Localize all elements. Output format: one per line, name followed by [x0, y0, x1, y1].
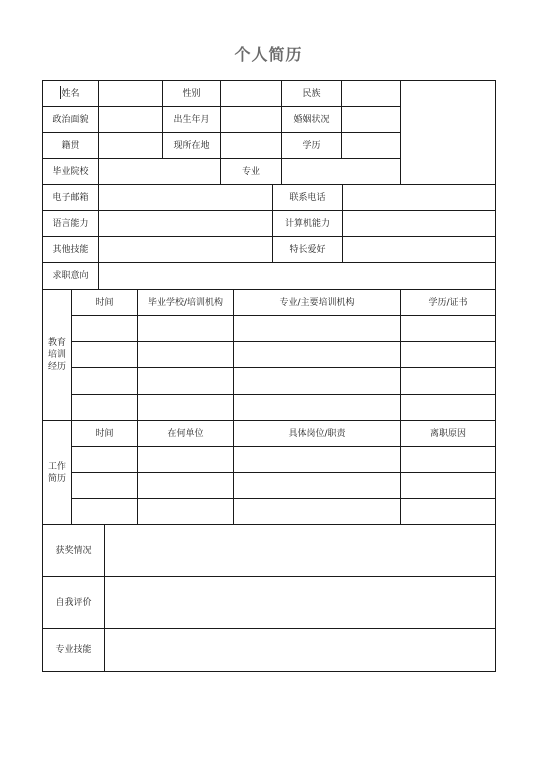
residence-field[interactable]	[220, 132, 282, 159]
work-row-1-time[interactable]	[71, 446, 138, 473]
self-eval-field[interactable]	[104, 576, 496, 629]
edu-row-2-school[interactable]	[137, 341, 234, 368]
email-field[interactable]	[98, 184, 273, 211]
school-field[interactable]	[98, 158, 221, 185]
skills-label: 专业技能	[42, 628, 105, 672]
work-row-1-company[interactable]	[137, 446, 234, 473]
work-header-time: 时间	[71, 420, 138, 447]
name-label: 姓名	[42, 80, 99, 107]
self-eval-label: 自我评价	[42, 576, 105, 629]
school-label: 毕业院校	[42, 158, 99, 185]
edu-row-1-cert[interactable]	[400, 315, 496, 342]
edu-row-3-major[interactable]	[233, 367, 401, 395]
birth-label: 出生年月	[162, 106, 221, 133]
edu-row-1-major[interactable]	[233, 315, 401, 342]
work-row-3-reason[interactable]	[400, 498, 496, 525]
name-field[interactable]	[98, 80, 163, 107]
major-label: 专业	[220, 158, 282, 185]
ethnicity-label: 民族	[281, 80, 342, 107]
email-label: 电子邮箱	[42, 184, 99, 211]
edu-row-4-major[interactable]	[233, 394, 401, 421]
work-header-position: 具体岗位/职责	[233, 420, 401, 447]
major-field[interactable]	[281, 158, 401, 185]
work-row-1-position[interactable]	[233, 446, 401, 473]
edu-row-1-school[interactable]	[137, 315, 234, 342]
phone-field[interactable]	[342, 184, 496, 211]
edu-row-4-school[interactable]	[137, 394, 234, 421]
work-row-3-position[interactable]	[233, 498, 401, 525]
edu-header-major: 专业/主要培训机构	[233, 289, 401, 316]
edu-row-4-cert[interactable]	[400, 394, 496, 421]
education-section-label	[42, 289, 72, 421]
work-header-reason: 离职原因	[400, 420, 496, 447]
other-skills-field[interactable]	[98, 236, 273, 263]
native-field[interactable]	[98, 132, 163, 159]
job-intention-label: 求职意向	[42, 262, 99, 290]
marital-field[interactable]	[341, 106, 401, 133]
degree-label: 学历	[281, 132, 342, 159]
education-section-text: 教育培训经历	[47, 338, 66, 372]
edu-header-school: 毕业学校/培训机构	[137, 289, 234, 316]
edu-row-2-time[interactable]	[71, 341, 138, 368]
awards-field[interactable]	[104, 524, 496, 577]
residence-label: 现所在地	[162, 132, 221, 159]
gender-field[interactable]	[220, 80, 282, 107]
text-cursor	[60, 86, 61, 99]
political-label: 政治面貌	[42, 106, 99, 133]
hobbies-field[interactable]	[342, 236, 496, 263]
gender-label: 性别	[162, 80, 221, 107]
work-row-2-reason[interactable]	[400, 472, 496, 499]
computer-field[interactable]	[342, 210, 496, 237]
hobbies-label: 特长爱好	[272, 236, 343, 263]
edu-row-1-time[interactable]	[71, 315, 138, 342]
awards-label: 获奖情况	[42, 524, 105, 577]
edu-row-2-cert[interactable]	[400, 341, 496, 368]
photo-box[interactable]	[400, 80, 496, 185]
work-header-company: 在何单位	[137, 420, 234, 447]
page-title: 个人简历	[234, 45, 303, 64]
birth-field[interactable]	[220, 106, 282, 133]
native-label: 籍贯	[42, 132, 99, 159]
skills-field[interactable]	[104, 628, 496, 672]
other-skills-label: 其他技能	[42, 236, 99, 263]
work-row-3-company[interactable]	[137, 498, 234, 525]
ethnicity-field[interactable]	[341, 80, 401, 107]
edu-row-3-school[interactable]	[137, 367, 234, 395]
work-section-text: 工作简历	[47, 461, 66, 484]
edu-row-2-major[interactable]	[233, 341, 401, 368]
computer-label: 计算机能力	[272, 210, 343, 237]
work-section-label	[42, 420, 72, 525]
edu-row-3-time[interactable]	[71, 367, 138, 395]
work-row-2-company[interactable]	[137, 472, 234, 499]
work-row-2-position[interactable]	[233, 472, 401, 499]
edu-header-cert: 学历/证书	[400, 289, 496, 316]
work-row-3-time[interactable]	[71, 498, 138, 525]
work-row-1-reason[interactable]	[400, 446, 496, 473]
language-field[interactable]	[98, 210, 273, 237]
degree-field[interactable]	[341, 132, 401, 159]
phone-label: 联系电话	[272, 184, 343, 211]
work-row-2-time[interactable]	[71, 472, 138, 499]
edu-header-time: 时间	[71, 289, 138, 316]
edu-row-4-time[interactable]	[71, 394, 138, 421]
edu-row-3-cert[interactable]	[400, 367, 496, 395]
job-intention-field[interactable]	[98, 262, 496, 290]
political-field[interactable]	[98, 106, 163, 133]
marital-label: 婚姻状况	[281, 106, 342, 133]
language-label: 语言能力	[42, 210, 99, 237]
